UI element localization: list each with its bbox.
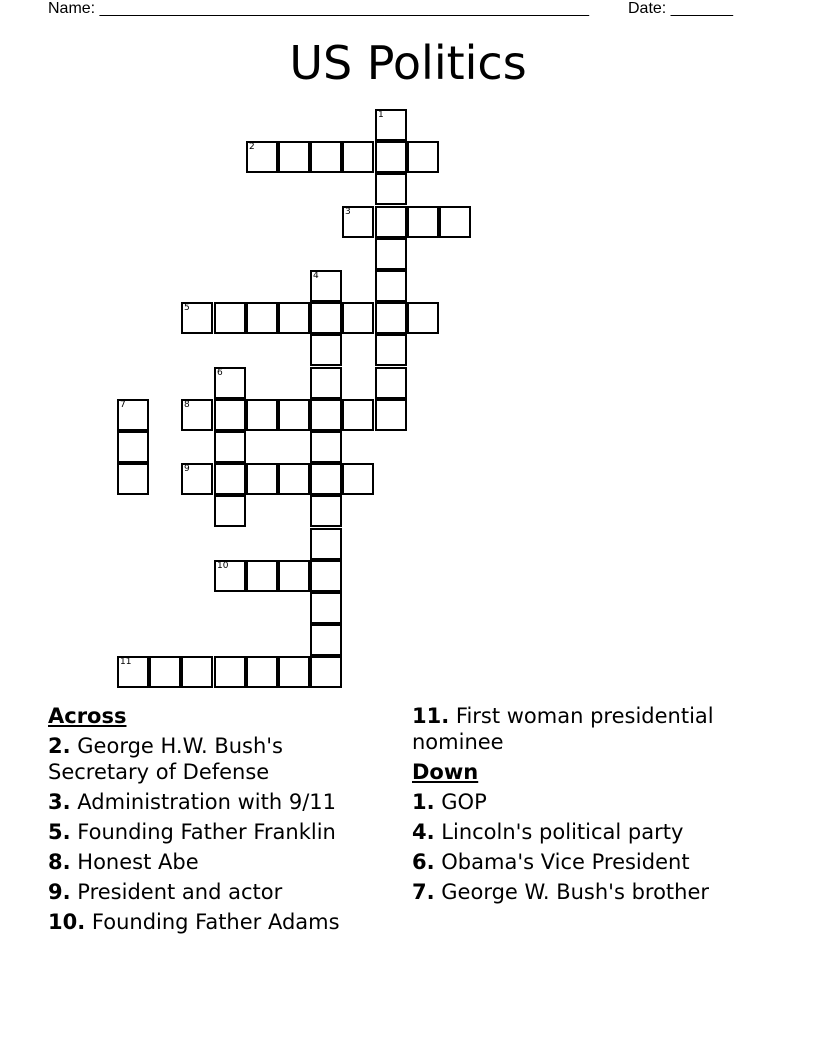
clue-number: 11. — [412, 704, 450, 728]
cell-number: 10 — [217, 561, 229, 571]
grid-cell[interactable] — [214, 302, 246, 334]
clues-right-column — [412, 703, 772, 909]
grid-cell[interactable] — [278, 399, 310, 431]
grid-cell[interactable] — [342, 141, 374, 173]
cell-number: 6 — [217, 368, 223, 378]
clue-number: 10. — [48, 910, 86, 934]
across-clue-10 — [48, 909, 388, 935]
grid-cell[interactable] — [310, 270, 342, 302]
grid-cell[interactable] — [310, 624, 342, 656]
grid-cell[interactable] — [181, 463, 213, 495]
grid-cell[interactable] — [375, 302, 407, 334]
clue-number: 6. — [412, 850, 435, 874]
clue-number: 3. — [48, 790, 71, 814]
clues-left-column — [48, 703, 388, 939]
grid-cell[interactable] — [375, 334, 407, 366]
grid-cell[interactable] — [214, 656, 246, 688]
cell-number: 11 — [120, 657, 132, 667]
grid-cell[interactable] — [246, 656, 278, 688]
grid-cell[interactable] — [310, 656, 342, 688]
grid-cell[interactable] — [375, 173, 407, 205]
grid-cell[interactable] — [278, 141, 310, 173]
clue-text: George H.W. Bush's Secretary of Defense — [48, 734, 283, 784]
grid-cell[interactable] — [246, 302, 278, 334]
cell-number: 4 — [313, 271, 319, 281]
clue-text: GOP — [441, 790, 487, 814]
grid-cell[interactable] — [214, 463, 246, 495]
grid-cell[interactable] — [149, 656, 181, 688]
grid-cell[interactable] — [278, 463, 310, 495]
cell-number: 1 — [378, 110, 384, 120]
grid-cell[interactable] — [375, 109, 407, 141]
grid-cell[interactable] — [181, 302, 213, 334]
grid-cell[interactable] — [439, 206, 471, 238]
grid-cell[interactable] — [246, 141, 278, 173]
grid-cell[interactable] — [375, 270, 407, 302]
clue-number: 2. — [48, 734, 71, 758]
grid-cell[interactable] — [342, 463, 374, 495]
across-clue-2 — [48, 733, 388, 785]
grid-cell[interactable] — [181, 399, 213, 431]
grid-cell[interactable] — [310, 495, 342, 527]
grid-cell[interactable] — [278, 302, 310, 334]
clue-text: Lincoln's political party — [441, 820, 684, 844]
grid-cell[interactable] — [246, 560, 278, 592]
clue-text: George W. Bush's brother — [441, 880, 710, 904]
across-clue-5 — [48, 819, 388, 845]
clue-text: Honest Abe — [77, 850, 199, 874]
across-clue-9 — [48, 879, 388, 905]
grid-cell[interactable] — [310, 592, 342, 624]
grid-cell[interactable] — [310, 334, 342, 366]
grid-cell[interactable] — [375, 367, 407, 399]
grid-cell[interactable] — [278, 656, 310, 688]
clue-number: 1. — [412, 790, 435, 814]
grid-cell[interactable] — [375, 206, 407, 238]
grid-cell[interactable] — [407, 302, 439, 334]
grid-cell[interactable] — [407, 206, 439, 238]
grid-cell[interactable] — [375, 238, 407, 270]
grid-cell[interactable] — [310, 560, 342, 592]
clue-text: Founding Father Franklin — [77, 820, 336, 844]
grid-cell[interactable] — [375, 141, 407, 173]
grid-cell[interactable] — [214, 560, 246, 592]
grid-cell[interactable] — [342, 206, 374, 238]
clue-number: 8. — [48, 850, 71, 874]
grid-cell[interactable] — [310, 528, 342, 560]
clue-number: 4. — [412, 820, 435, 844]
grid-cell[interactable] — [310, 141, 342, 173]
down-clue-7 — [412, 879, 772, 905]
grid-cell[interactable] — [214, 399, 246, 431]
date-field-line[interactable]: Date: _______ — [628, 0, 733, 17]
down-clue-4 — [412, 819, 772, 845]
grid-cell[interactable] — [342, 399, 374, 431]
grid-cell[interactable] — [310, 302, 342, 334]
down-clue-1 — [412, 789, 772, 815]
across-clue-8 — [48, 849, 388, 875]
clue-text: First woman presidential nominee — [412, 704, 714, 754]
grid-cell[interactable] — [117, 463, 149, 495]
name-field-line[interactable]: Name: _______________________________________________________ — [48, 0, 589, 17]
grid-cell[interactable] — [214, 495, 246, 527]
crossword-grid — [117, 109, 473, 693]
clue-text: Obama's Vice President — [441, 850, 690, 874]
across-clue-3 — [48, 789, 388, 815]
grid-cell[interactable] — [310, 463, 342, 495]
grid-cell[interactable] — [407, 141, 439, 173]
grid-cell[interactable] — [117, 399, 149, 431]
cell-number: 3 — [345, 207, 351, 217]
cell-number: 8 — [184, 400, 190, 410]
grid-cell[interactable] — [117, 656, 149, 688]
across-heading: Across — [48, 704, 127, 728]
grid-cell[interactable] — [117, 431, 149, 463]
grid-cell[interactable] — [310, 399, 342, 431]
clue-number: 7. — [412, 880, 435, 904]
puzzle-title: US Politics — [289, 36, 527, 90]
cell-number: 9 — [184, 464, 190, 474]
clue-number: 9. — [48, 880, 71, 904]
grid-cell[interactable] — [310, 367, 342, 399]
grid-cell[interactable] — [375, 399, 407, 431]
clue-number: 5. — [48, 820, 71, 844]
clue-text: Founding Father Adams — [91, 910, 340, 934]
cell-number: 7 — [120, 400, 126, 410]
down-clue-6 — [412, 849, 772, 875]
grid-cell[interactable] — [181, 656, 213, 688]
down-heading: Down — [412, 760, 479, 784]
cell-number: 2 — [249, 142, 255, 152]
grid-cell[interactable] — [214, 431, 246, 463]
grid-cell[interactable] — [214, 367, 246, 399]
cell-number: 5 — [184, 303, 190, 313]
across-clue-11 — [412, 703, 772, 755]
grid-cell[interactable] — [310, 431, 342, 463]
grid-cell[interactable] — [342, 302, 374, 334]
clue-text: Administration with 9/11 — [77, 790, 337, 814]
grid-cell[interactable] — [246, 463, 278, 495]
worksheet-header — [0, 0, 816, 22]
clue-text: President and actor — [77, 880, 283, 904]
grid-cell[interactable] — [246, 399, 278, 431]
grid-cell[interactable] — [278, 560, 310, 592]
